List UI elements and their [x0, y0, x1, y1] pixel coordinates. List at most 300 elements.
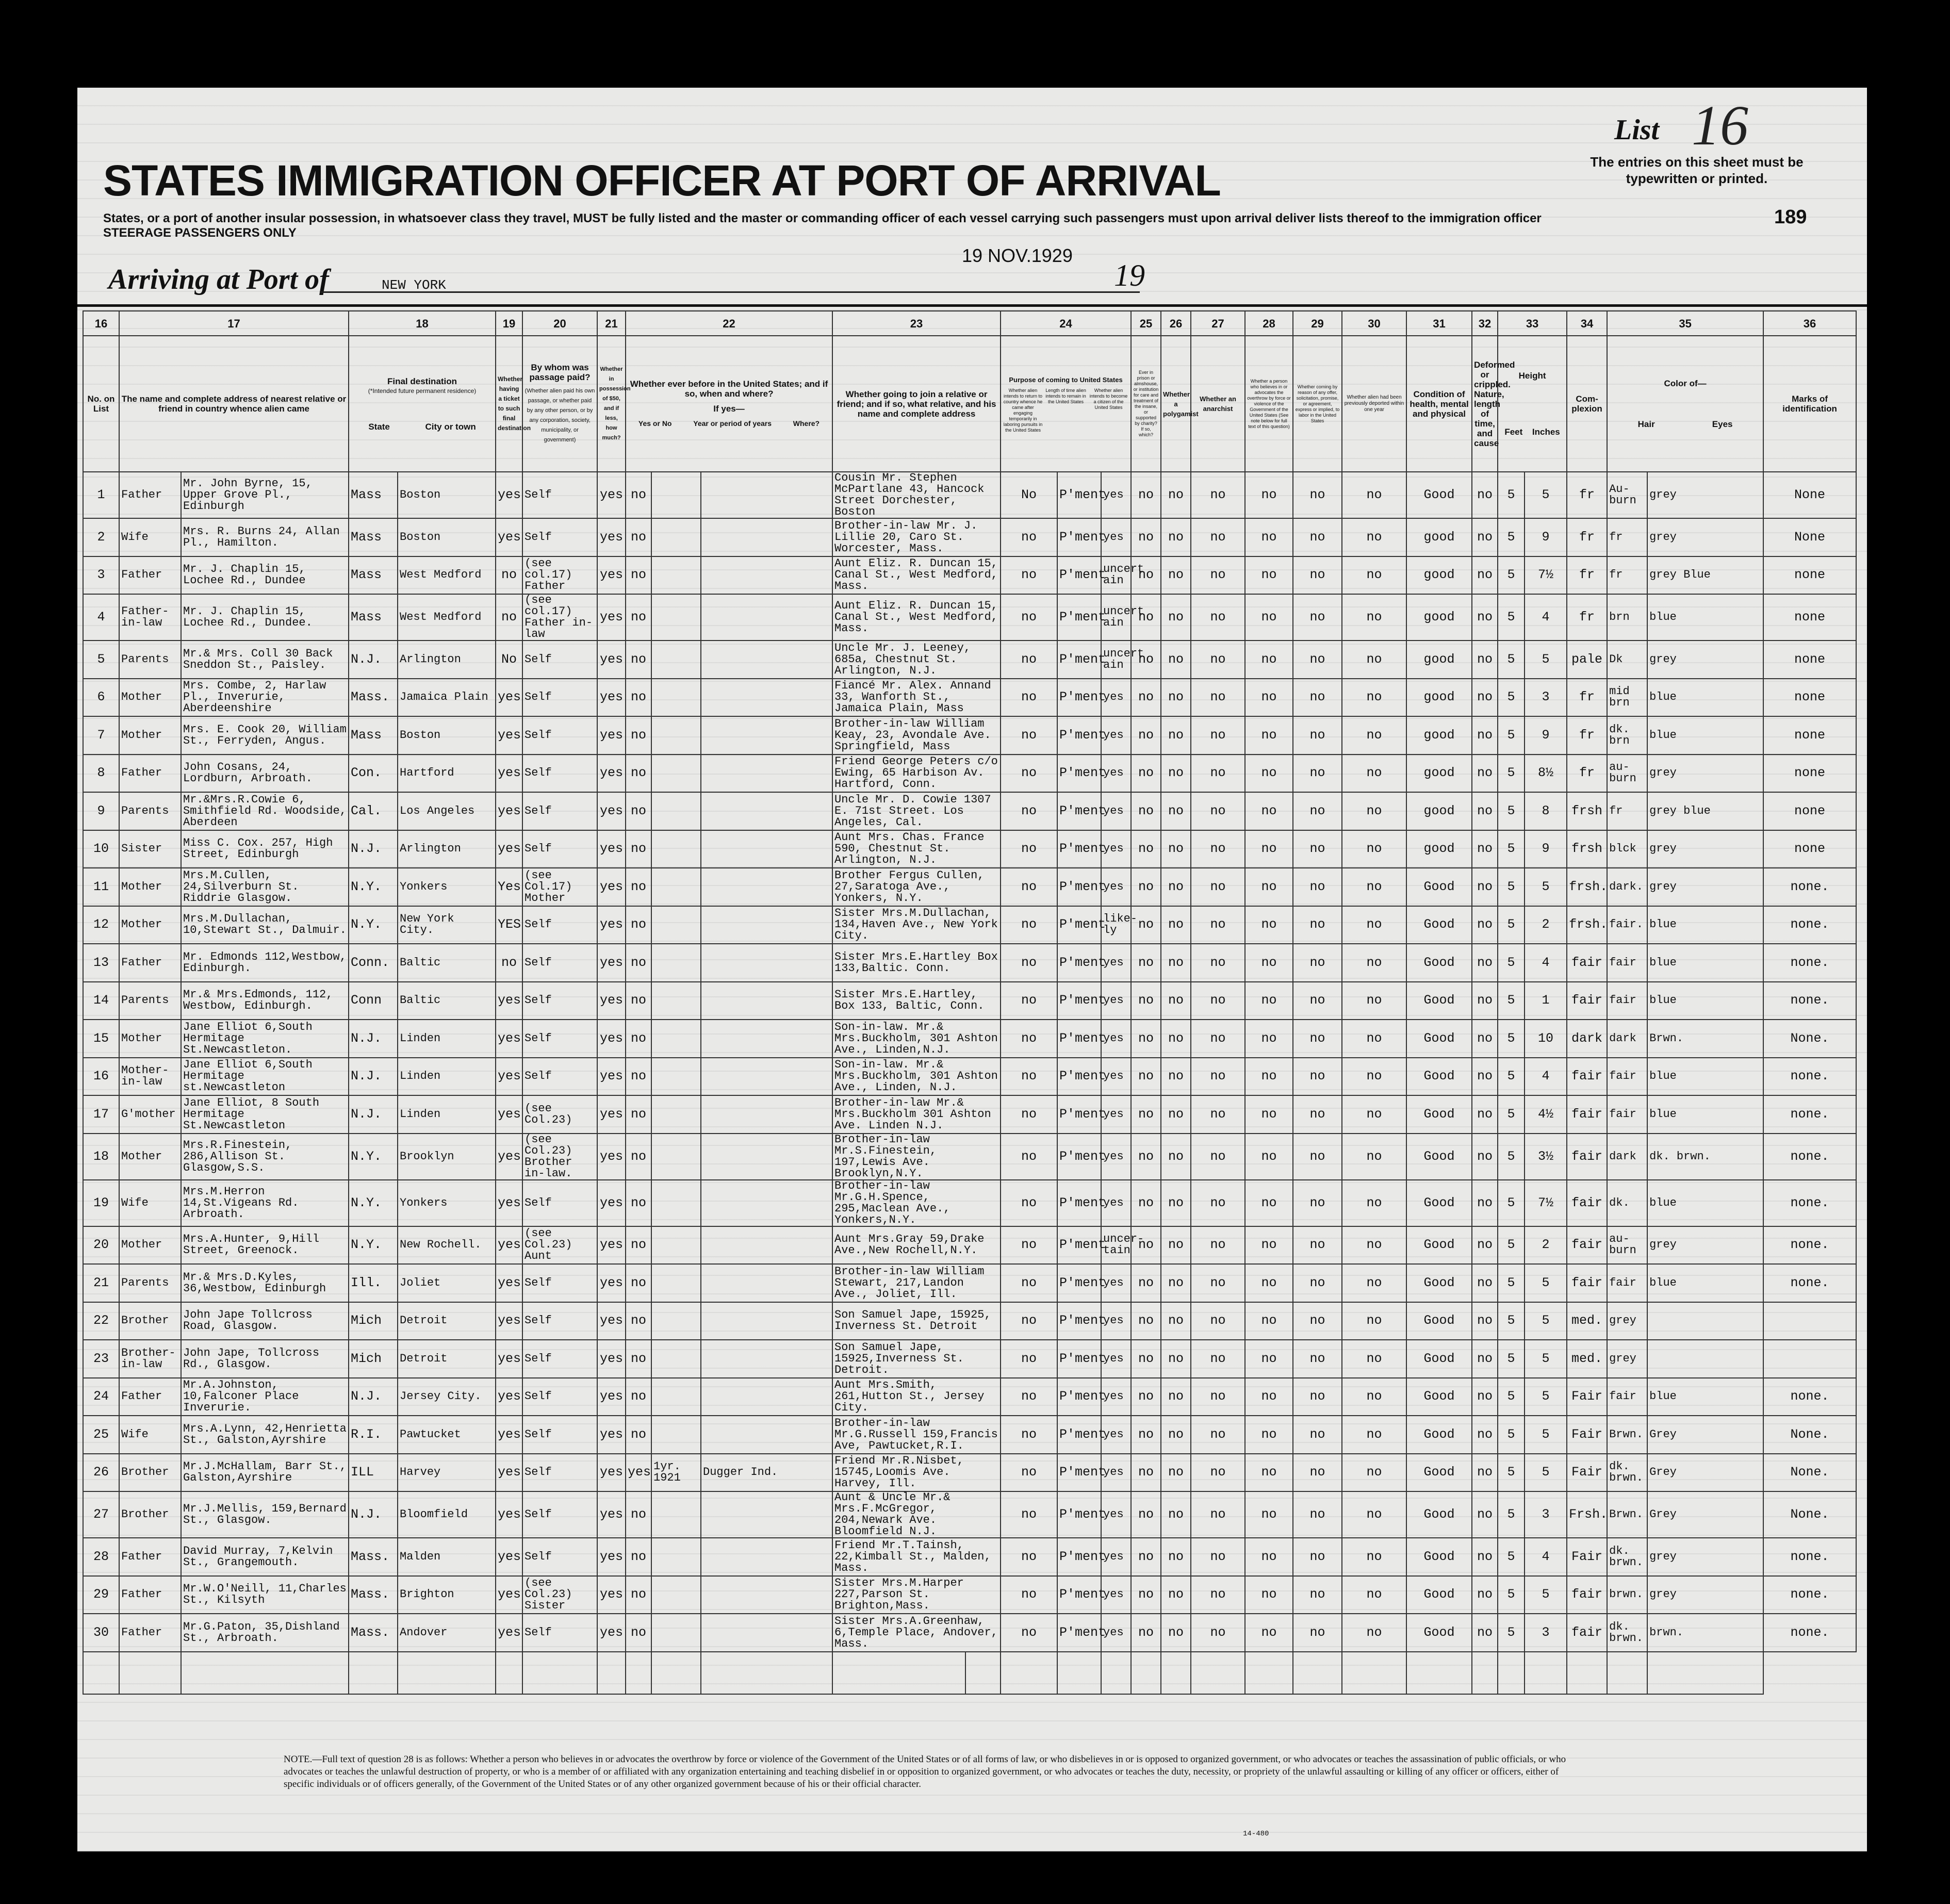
cell-before: no — [626, 1340, 651, 1378]
cell-len: P'ment — [1057, 1058, 1101, 1096]
cell-ticket: no — [496, 944, 522, 982]
cell-deform: no — [1472, 1095, 1498, 1134]
cell-rel: Brother — [119, 1491, 181, 1538]
table-row — [83, 1180, 1856, 1226]
cell-q30: no — [1342, 1538, 1406, 1576]
cell-eyes: blue — [1647, 1378, 1763, 1416]
cell-money: yes — [597, 1340, 626, 1378]
cell-comp: fr — [1567, 472, 1607, 518]
cell-poly: no — [1161, 1576, 1191, 1614]
cell-deform: no — [1472, 830, 1498, 868]
date-line — [789, 291, 1140, 293]
cell-money: yes — [597, 1302, 626, 1340]
blank-cell — [1498, 1652, 1525, 1694]
cell-cit: yes — [1101, 830, 1131, 868]
cell-health: good — [1406, 641, 1472, 679]
cell-addr: Mrs.R.Finestein, 286,Allison St. Glasgow,S.S. — [181, 1134, 349, 1180]
blank-cell — [1342, 1652, 1406, 1694]
cell-q28: no — [1245, 868, 1293, 906]
cell-city: Pawtucket — [398, 1416, 496, 1454]
table-row — [83, 641, 1856, 679]
cell-eyes: grey — [1647, 518, 1763, 556]
cell-money: yes — [597, 1180, 626, 1226]
blank-cell — [1161, 1652, 1191, 1694]
cell-poly: no — [1161, 472, 1191, 518]
cell-no: 10 — [83, 830, 119, 868]
cell-before: yes — [626, 1454, 651, 1492]
cell-paid: Self — [522, 679, 597, 717]
cell-poly: no — [1161, 1614, 1191, 1652]
cell-q30: no — [1342, 1058, 1406, 1096]
cell-paid: Self — [522, 1538, 597, 1576]
cell-cit: yes — [1101, 1134, 1131, 1180]
cell-state: N.Y. — [349, 868, 398, 906]
cell-money: yes — [597, 518, 626, 556]
cell-ticket: yes — [496, 830, 522, 868]
cell-q29: no — [1293, 679, 1342, 717]
cell-paid: Self — [522, 641, 597, 679]
cell-paid: Self — [522, 944, 597, 982]
table-row — [83, 1226, 1856, 1265]
cell-ticket: no — [496, 556, 522, 595]
header-state: State — [368, 421, 390, 432]
cell-state: N.J. — [349, 1058, 398, 1096]
cell-yr — [651, 518, 701, 556]
cell-in: 3 — [1525, 1491, 1567, 1538]
cell-q28: no — [1245, 1095, 1293, 1134]
cell-marks: None. — [1763, 1454, 1856, 1492]
cell-comp: fair — [1567, 1180, 1607, 1226]
cell-q28: no — [1245, 1180, 1293, 1226]
cell-hair: fair — [1607, 1378, 1647, 1416]
cell-ticket: yes — [496, 792, 522, 830]
cell-addr: Mr.& Mrs. Coll 30 Back Sneddon St., Paisley. — [181, 641, 349, 679]
cell-prison: no — [1131, 906, 1161, 944]
cell-city: Yonkers — [398, 868, 496, 906]
cell-deform: no — [1472, 1020, 1498, 1058]
cell-rel: Parents — [119, 1264, 181, 1302]
cell-len: P'ment — [1057, 716, 1101, 754]
cell-cit: uncert ain — [1101, 556, 1131, 595]
cell-in: 4 — [1525, 1538, 1567, 1576]
cell-ft: 5 — [1498, 1614, 1525, 1652]
cell-comp: med. — [1567, 1340, 1607, 1378]
cell-health: good — [1406, 830, 1472, 868]
colnum: 21 — [597, 311, 626, 336]
cell-comp: fair — [1567, 1134, 1607, 1180]
header-anarchist: Whether an anarchist — [1191, 336, 1245, 472]
cell-yr: 1yr. 1921 — [651, 1454, 701, 1492]
cell-where — [701, 1416, 832, 1454]
cell-paid: (see Col.23) Aunt — [522, 1226, 597, 1265]
cell-yr — [651, 1058, 701, 1096]
cell-q29: no — [1293, 1538, 1342, 1576]
cell-rel: Brother-in-law — [119, 1340, 181, 1378]
cell-paid: (see col.17) Father in-law — [522, 594, 597, 641]
cell-anar: no — [1191, 1134, 1245, 1180]
cell-anar: no — [1191, 679, 1245, 717]
cell-ticket: yes — [496, 1416, 522, 1454]
cell-q28: no — [1245, 754, 1293, 793]
cell-hair: mid brn — [1607, 679, 1647, 717]
table-row — [83, 754, 1856, 793]
cell-cit: yes — [1101, 472, 1131, 518]
cell-yr — [651, 830, 701, 868]
cell-marks: none. — [1763, 1378, 1856, 1416]
cell-join: Aunt & Uncle Mr.& Mrs.F.McGregor, 204,Newark Ave. Bloomfield N.J. — [832, 1491, 1001, 1538]
cell-q28: no — [1245, 716, 1293, 754]
cell-city: Boston — [398, 716, 496, 754]
cell-state: N.J. — [349, 1491, 398, 1538]
cell-no: 4 — [83, 594, 119, 641]
cell-cit: yes — [1101, 1095, 1131, 1134]
cell-marks: none. — [1763, 1264, 1856, 1302]
colnum: 28 — [1245, 311, 1293, 336]
cell-len: P'ment — [1057, 1416, 1101, 1454]
cell-cit: yes — [1101, 1454, 1131, 1492]
cell-deform: no — [1472, 754, 1498, 793]
cell-money: yes — [597, 1264, 626, 1302]
cell-health: Good — [1406, 1180, 1472, 1226]
cell-deform: no — [1472, 1134, 1498, 1180]
cell-q28: no — [1245, 518, 1293, 556]
cell-q30: no — [1342, 1302, 1406, 1340]
table-row — [83, 982, 1856, 1020]
blank-cell — [832, 1652, 965, 1694]
cell-q29: no — [1293, 792, 1342, 830]
header-inches: Inches — [1532, 427, 1560, 437]
cell-cit: yes — [1101, 1264, 1131, 1302]
header-height — [1498, 336, 1567, 472]
cell-paid: Self — [522, 906, 597, 944]
blank-cell — [522, 1652, 597, 1694]
blank-cell — [597, 1652, 626, 1694]
cell-eyes — [1647, 1340, 1763, 1378]
cell-q30: no — [1342, 1226, 1406, 1265]
cell-q30: no — [1342, 1340, 1406, 1378]
cell-rel: Father-in-law — [119, 594, 181, 641]
cell-before: no — [626, 1302, 651, 1340]
cell-city: Arlington — [398, 641, 496, 679]
blank-cell — [398, 1652, 496, 1694]
cell-yr — [651, 1576, 701, 1614]
cell-eyes: blue — [1647, 906, 1763, 944]
cell-hair: dk. brn — [1607, 716, 1647, 754]
cell-ret: no — [1001, 1340, 1057, 1378]
table-row — [83, 1340, 1856, 1378]
cell-q29: no — [1293, 1576, 1342, 1614]
cell-health: Good — [1406, 1614, 1472, 1652]
cell-health: Good — [1406, 1491, 1472, 1538]
cell-ft: 5 — [1498, 679, 1525, 717]
cell-paid: (see Col.23) — [522, 1095, 597, 1134]
cell-city: West Medford — [398, 556, 496, 595]
cell-money: yes — [597, 1226, 626, 1265]
cell-city: Linden — [398, 1058, 496, 1096]
cell-before: no — [626, 716, 651, 754]
cell-state: N.J. — [349, 1378, 398, 1416]
cell-yr — [651, 679, 701, 717]
cell-ret: no — [1001, 792, 1057, 830]
cell-ret: no — [1001, 830, 1057, 868]
cell-hair: fair — [1607, 1264, 1647, 1302]
cell-in: 10 — [1525, 1020, 1567, 1058]
cell-q28: no — [1245, 641, 1293, 679]
cell-health: Good — [1406, 1302, 1472, 1340]
cell-ret: no — [1001, 679, 1057, 717]
cell-ticket: No — [496, 641, 522, 679]
cell-city: New York City. — [398, 906, 496, 944]
cell-join: Brother-in-law Mr. J. Lillie 20, Caro St. Worcester, Mass. — [832, 518, 1001, 556]
cell-anar: no — [1191, 1378, 1245, 1416]
cell-in: 9 — [1525, 716, 1567, 754]
header-destination-label: Final destination — [387, 376, 457, 386]
cell-join: Cousin Mr. Stephen McPartlane 43, Hancock Street Dorchester, Boston — [832, 472, 1001, 518]
cell-q29: no — [1293, 594, 1342, 641]
cell-rel: Mother — [119, 716, 181, 754]
cell-in: 5 — [1525, 1416, 1567, 1454]
cell-eyes: dk. brwn. — [1647, 1134, 1763, 1180]
cell-prison: no — [1131, 1180, 1161, 1226]
cell-city: Boston — [398, 518, 496, 556]
cell-no: 19 — [83, 1180, 119, 1226]
cell-ticket: yes — [496, 1340, 522, 1378]
cell-ret: no — [1001, 594, 1057, 641]
cell-prison: no — [1131, 1058, 1161, 1096]
cell-addr: Mrs.M.Dullachan, 10,Stewart St., Dalmuir. — [181, 906, 349, 944]
cell-in: 5 — [1525, 1302, 1567, 1340]
cell-len: P'ment — [1057, 1095, 1101, 1134]
cell-city: Jamaica Plain — [398, 679, 496, 717]
cell-prison: no — [1131, 868, 1161, 906]
cell-health: Good — [1406, 982, 1472, 1020]
cell-ft: 5 — [1498, 1491, 1525, 1538]
blank-cell — [701, 1652, 832, 1694]
cell-anar: no — [1191, 1226, 1245, 1265]
cell-poly: no — [1161, 1095, 1191, 1134]
cell-ticket: yes — [496, 1095, 522, 1134]
cell-anar: no — [1191, 716, 1245, 754]
cell-paid: Self — [522, 1020, 597, 1058]
cell-len: P'ment — [1057, 518, 1101, 556]
cell-q29: no — [1293, 1416, 1342, 1454]
cell-q28: no — [1245, 1058, 1293, 1096]
cell-prison: no — [1131, 754, 1161, 793]
cell-len: P'ment — [1057, 1340, 1101, 1378]
cell-eyes: blue — [1647, 944, 1763, 982]
cell-anar: no — [1191, 518, 1245, 556]
header-yes-no: Yes or No — [638, 419, 672, 428]
cell-where — [701, 472, 832, 518]
cell-poly: no — [1161, 1020, 1191, 1058]
cell-rel: Parents — [119, 792, 181, 830]
cell-money: yes — [597, 641, 626, 679]
cell-hair: blck — [1607, 830, 1647, 868]
cell-ret: no — [1001, 1264, 1057, 1302]
cell-ticket: yes — [496, 754, 522, 793]
header-feet: Feet — [1504, 427, 1523, 437]
cell-hair: Brwn. — [1607, 1491, 1647, 1538]
header-purpose-b: Length of time alien intends to remain in the United States — [1045, 387, 1086, 404]
table-row — [83, 679, 1856, 717]
cell-ft: 5 — [1498, 1302, 1525, 1340]
cell-rel: Father — [119, 1576, 181, 1614]
cell-city: Brooklyn — [398, 1134, 496, 1180]
cell-q29: no — [1293, 868, 1342, 906]
cell-city: Los Angeles — [398, 792, 496, 830]
cell-health: Good — [1406, 1020, 1472, 1058]
cell-ft: 5 — [1498, 944, 1525, 982]
header-if-yes: If yes— — [713, 404, 745, 414]
header-destination — [349, 336, 496, 472]
cell-state: Mass. — [349, 679, 398, 717]
cell-comp: fair — [1567, 1226, 1607, 1265]
cell-q30: no — [1342, 868, 1406, 906]
cell-no: 26 — [83, 1454, 119, 1492]
cell-deform: no — [1472, 1180, 1498, 1226]
cell-before: no — [626, 556, 651, 595]
cell-city: Jersey City. — [398, 1378, 496, 1416]
cell-q29: no — [1293, 716, 1342, 754]
cell-q29: no — [1293, 982, 1342, 1020]
cell-hair: Au-burn — [1607, 472, 1647, 518]
cell-money: yes — [597, 1614, 626, 1652]
cell-state: Mass — [349, 556, 398, 595]
cell-deform: no — [1472, 906, 1498, 944]
cell-state: N.J. — [349, 1020, 398, 1058]
cell-money: yes — [597, 679, 626, 717]
blank-cell — [651, 1652, 701, 1694]
cell-prison: no — [1131, 1538, 1161, 1576]
cell-ticket: yes — [496, 472, 522, 518]
cell-money: yes — [597, 1454, 626, 1492]
cell-join: Son-in-law. Mr.& Mrs.Buckholm, 301 Ashton Ave., Linden,N.J. — [832, 1020, 1001, 1058]
cell-q28: no — [1245, 472, 1293, 518]
cell-yr — [651, 1020, 701, 1058]
cell-cit: uncert ain — [1101, 641, 1131, 679]
colnum: 25 — [1131, 311, 1161, 336]
cell-q29: no — [1293, 830, 1342, 868]
cell-anar: no — [1191, 944, 1245, 982]
table-row — [83, 792, 1856, 830]
cell-city: West Medford — [398, 594, 496, 641]
cell-no: 20 — [83, 1226, 119, 1265]
cell-anar: no — [1191, 754, 1245, 793]
header-hair: Hair — [1637, 419, 1655, 429]
cell-ft: 5 — [1498, 982, 1525, 1020]
cell-hair: fair — [1607, 1058, 1647, 1096]
cell-q30: no — [1342, 754, 1406, 793]
cell-hair: fr — [1607, 792, 1647, 830]
cell-marks — [1763, 1340, 1856, 1378]
cell-eyes: Grey — [1647, 1491, 1763, 1538]
cell-ticket: yes — [496, 1576, 522, 1614]
cell-join: Sister Mrs.E.Hartley, Box 133, Baltic, Conn. — [832, 982, 1001, 1020]
cell-prison: no — [1131, 594, 1161, 641]
cell-join: Uncle Mr. J. Leeney, 685a, Chestnut St. Arlington, N.J. — [832, 641, 1001, 679]
cell-paid: (see Col.23) Sister — [522, 1576, 597, 1614]
cell-rel: Wife — [119, 1416, 181, 1454]
cell-deform: no — [1472, 556, 1498, 595]
table-row — [83, 1576, 1856, 1614]
header-purpose-c: Whether alien intends to become a citizen of the United States — [1089, 387, 1128, 410]
cell-rel: Father — [119, 556, 181, 595]
cell-rel: Father — [119, 1538, 181, 1576]
cell-before: no — [626, 868, 651, 906]
cell-money: yes — [597, 1095, 626, 1134]
cell-q28: no — [1245, 1134, 1293, 1180]
cell-len: P'ment — [1057, 830, 1101, 868]
colnum: 26 — [1161, 311, 1191, 336]
cell-in: 7½ — [1525, 556, 1567, 595]
cell-rel: Sister — [119, 830, 181, 868]
cell-addr: Mr. J. Chaplin 15, Lochee Rd., Dundee — [181, 556, 349, 595]
cell-comp: fr — [1567, 716, 1607, 754]
cell-no: 6 — [83, 679, 119, 717]
cell-hair: fair. — [1607, 906, 1647, 944]
cell-marks: None. — [1763, 1020, 1856, 1058]
cell-q29: no — [1293, 556, 1342, 595]
cell-where — [701, 1058, 832, 1096]
cell-hair: dk. brwn. — [1607, 1454, 1647, 1492]
table-row — [83, 868, 1856, 906]
page-title: STATES IMMIGRATION OFFICER AT PORT OF ARRIVAL — [103, 156, 1221, 205]
header-city: City or town — [425, 421, 476, 432]
cell-join: Friend George Peters c/o Ewing, 65 Harbison Av. Hartford, Conn. — [832, 754, 1001, 793]
cell-prison: no — [1131, 1302, 1161, 1340]
cell-ret: no — [1001, 518, 1057, 556]
table-row — [83, 1454, 1856, 1492]
cell-in: 7½ — [1525, 1180, 1567, 1226]
cell-poly: no — [1161, 1058, 1191, 1096]
header-relative: The name and complete address of nearest relative or friend in country whence alien came — [119, 336, 349, 472]
blank-cell — [1131, 1652, 1161, 1694]
cell-before: no — [626, 1491, 651, 1538]
cell-in: 4 — [1525, 944, 1567, 982]
cell-ret: no — [1001, 1454, 1057, 1492]
cell-len: P'ment — [1057, 472, 1101, 518]
blank-cell — [965, 1652, 1001, 1694]
subtitle-text: States, or a port of another insular possession, in whatsoever class they travel, MUST be fully listed and the master or commanding officer of each vessel carrying such passengers must upon arrival deliver lists thereof to the immigration officer — [103, 211, 1542, 225]
cell-prison: no — [1131, 792, 1161, 830]
cell-join: Son-in-law. Mr.& Mrs.Buckholm, 301 Ashton Ave., Linden, N.J. — [832, 1058, 1001, 1096]
cell-rel: Father — [119, 754, 181, 793]
cell-q30: no — [1342, 1454, 1406, 1492]
cell-prison: no — [1131, 1491, 1161, 1538]
cell-ret: No — [1001, 472, 1057, 518]
cell-ft: 5 — [1498, 1416, 1525, 1454]
cell-health: Good — [1406, 1058, 1472, 1096]
colnum: 18 — [349, 311, 496, 336]
cell-in: 5 — [1525, 472, 1567, 518]
cell-len: P'ment — [1057, 1226, 1101, 1265]
cell-marks: none — [1763, 830, 1856, 868]
cell-ticket: yes — [496, 1491, 522, 1538]
cell-marks: none. — [1763, 1226, 1856, 1265]
cell-anar: no — [1191, 594, 1245, 641]
cell-q28: no — [1245, 1538, 1293, 1576]
cell-ticket: no — [496, 594, 522, 641]
cell-hair: dk. brwn. — [1607, 1614, 1647, 1652]
cell-state: Mass — [349, 716, 398, 754]
cell-marks: none — [1763, 792, 1856, 830]
cell-join: Son Samuel Jape, 15925,Inverness St. Detroit. — [832, 1340, 1001, 1378]
cell-q29: no — [1293, 1340, 1342, 1378]
cell-comp: med. — [1567, 1302, 1607, 1340]
cell-eyes: blue — [1647, 1264, 1763, 1302]
cell-ret: no — [1001, 716, 1057, 754]
cell-ft: 5 — [1498, 472, 1525, 518]
